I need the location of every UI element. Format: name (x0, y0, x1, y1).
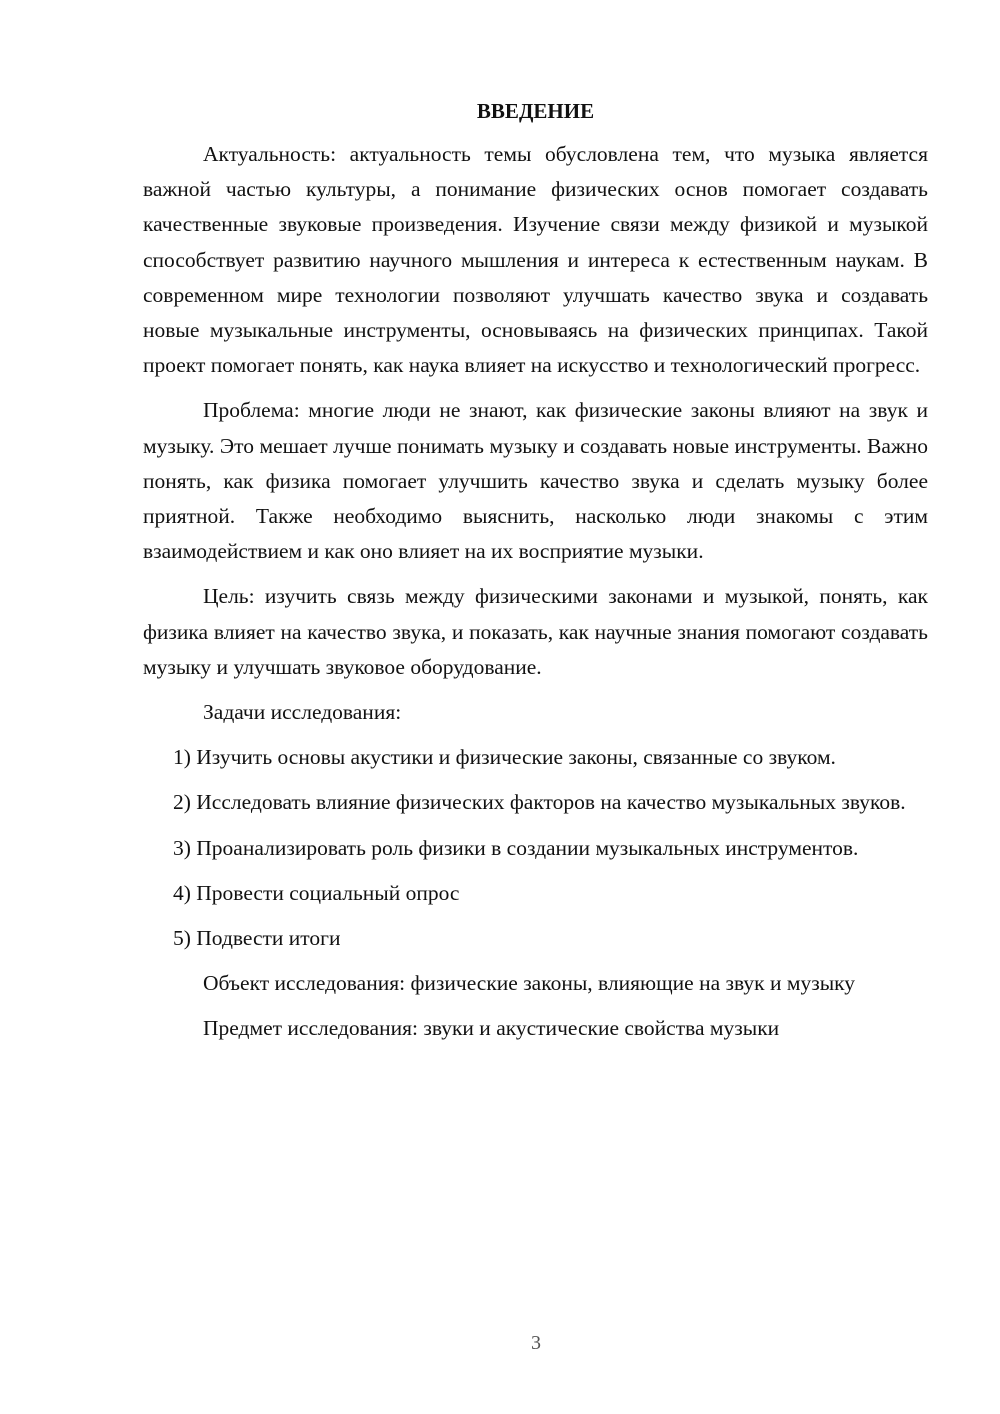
tasks-heading: Задачи исследования: (203, 700, 402, 725)
object-paragraph: Объект исследования: физические законы, влияющие на звук и музыку (203, 971, 856, 996)
task-item-3: 3) Проанализировать роль физики в создании музыкальных инструментов. (173, 835, 859, 860)
page-content (143, 96, 928, 1057)
subject-paragraph: Предмет исследования: звуки и акустические свойства музыки (203, 1016, 780, 1041)
page-number: 3 (531, 1332, 541, 1354)
relevance-paragraph: Актуальность: актуальность темы обусловлена тем, что музыка является важной частью культуры, а понимание физических основ помогает создавать качественные звуковые произведения. Изучение связи между физикой и музыкой способствует развитию научного мышления и интереса к естественным наукам. В современном мире технологии позволяют улучшать качество звука и создавать новые музыкальные инструменты, основываясь на физических принципах. Такой проект помогает понять, как наука влияет на искусство и технологический прогресс. (143, 142, 928, 378)
goal-paragraph: Цель: изучить связь между физическими законами и музыкой, понять, как физика влияет на качество звука, и показать, как научные знания помогают создавать музыку и улучшать звуковое оборудование. (143, 584, 928, 679)
task-item-2: 2) Исследовать влияние физических факторов на качество музыкальных звуков. (173, 790, 906, 815)
task-item-4: 4) Провести социальный опрос (173, 880, 460, 905)
task-item-5: 5) Подвести итоги (173, 926, 341, 951)
problem-paragraph: Проблема: многие люди не знают, как физические законы влияют на звук и музыку. Это мешает лучше понимать музыку и создавать новые инструменты. Важно понять, как физика помогает улучшить качество звука и сделать музыку более приятной. Также необходимо выяснить, насколько люди знакомы с этим взаимодействием и как оно влияет на их восприятие музыки. (143, 398, 928, 564)
task-item-1: 1) Изучить основы акустики и физические законы, связанные со звуком. (173, 745, 836, 770)
section-title: ВВЕДЕНИЕ (476, 99, 595, 123)
